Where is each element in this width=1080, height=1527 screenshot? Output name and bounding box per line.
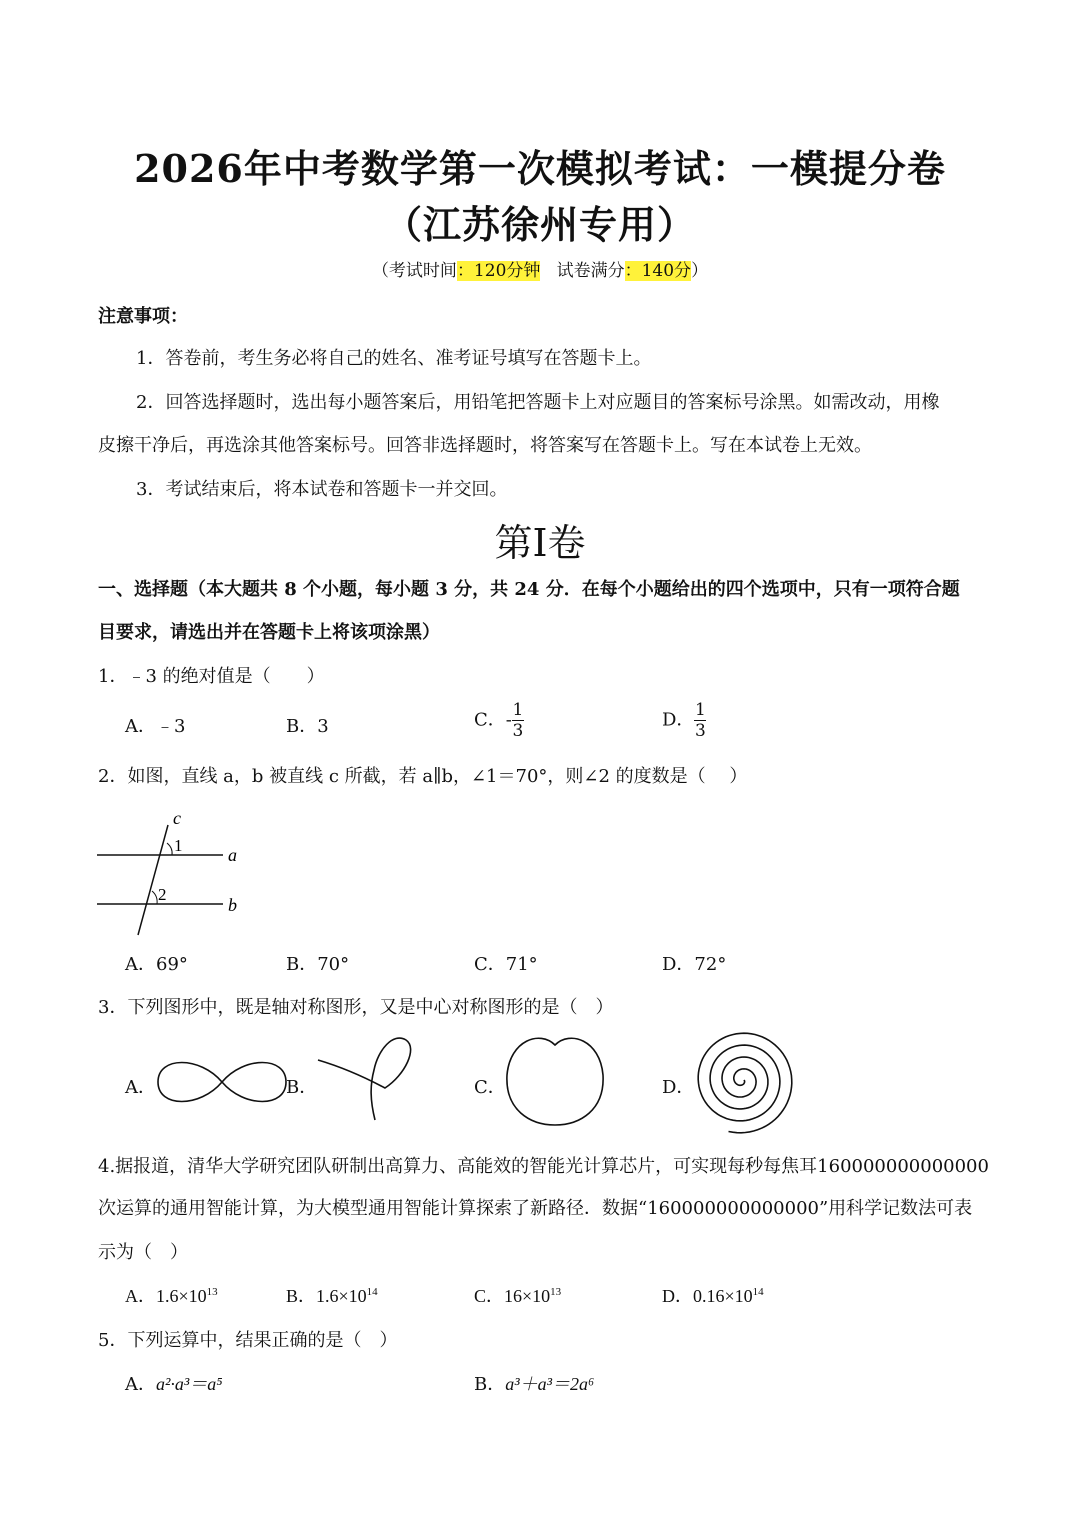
note-item-2-line2: 皮擦干净后，再选涂其他答案标号。回答非选择题时，将答案写在答题卡上。写在本试卷上无效。 — [98, 435, 872, 456]
fraction-numerator: 1 — [695, 700, 706, 720]
q1-option-c-label: C．- — [474, 709, 512, 731]
q2-option-b: B．70° — [286, 954, 350, 975]
q4-option-c-base: C．16×10 — [474, 1286, 551, 1306]
q5-option-a — [125, 1370, 223, 1396]
q4-option-a-exp: 13 — [206, 1286, 218, 1298]
fraction-denominator: 3 — [512, 721, 524, 741]
label-angle-1: 1 — [174, 836, 183, 855]
figure-lemniscate — [158, 1063, 286, 1102]
time-value: ：120分钟 — [456, 261, 541, 281]
q4-option-b-base: B．1.6×10 — [286, 1286, 367, 1306]
section-title: 第I卷 — [494, 521, 586, 565]
q5-option-b — [474, 1370, 594, 1396]
part1-heading-line1: 一、选择题（本大题共 8 个小题，每小题 3 分，共 24 分．在每个小题给出的四个选项中，只有一项符合题 — [98, 579, 960, 600]
q5-option-a-label: A． — [125, 1374, 156, 1395]
part1-heading-line2: 目要求，请选出并在答题卡上将该项涂黑） — [98, 622, 440, 643]
q4-option-c — [474, 1282, 561, 1308]
q5-option-a-expr: a²·a³＝a⁵ — [156, 1374, 223, 1394]
score-label: 试卷满分 — [556, 261, 625, 281]
score-value: ：140分 — [624, 261, 692, 281]
label-angle-2: 2 — [158, 885, 167, 904]
label-a: a — [228, 845, 237, 865]
figure-cardioid — [507, 1038, 603, 1125]
q1-option-d-label: D． — [662, 709, 695, 731]
q5-option-b-label: B． — [474, 1374, 506, 1395]
q1-stem: 1．﹣3 的绝对值是（ ） — [98, 666, 325, 687]
exam-info-close: ） — [691, 261, 709, 281]
fraction-numerator: 1 — [512, 700, 524, 720]
q4-option-a — [125, 1282, 218, 1308]
q4-option-c-exp: 13 — [550, 1286, 562, 1298]
q2-option-d: D．72° — [662, 954, 727, 975]
notes-heading: 注意事项： — [98, 306, 188, 327]
time-label: （考试时间 — [371, 261, 457, 281]
q4-option-d — [662, 1282, 764, 1308]
q4-line3: 示为（ ） — [98, 1242, 188, 1263]
q4-option-d-base: D．0.16×10 — [662, 1286, 753, 1306]
q3-stem: 3．下列图形中，既是轴对称图形，又是中心对称图形的是（ ） — [98, 997, 614, 1018]
page-title: 2026年中考数学第一次模拟考试：一模提分卷 — [134, 146, 946, 191]
q1-option-b: B．3 — [286, 716, 329, 737]
q5-stem: 5．下列运算中，结果正确的是（ ） — [98, 1330, 398, 1351]
q5-option-b-expr: a³＋a³＝2a⁶ — [505, 1374, 595, 1394]
figure-spiral — [698, 1033, 792, 1133]
q2-option-a: A．69° — [125, 954, 188, 975]
note-item-1: 1．答卷前，考生务必将自己的姓名、准考证号填写在答题卡上。 — [136, 348, 652, 369]
q2-option-c: C．71° — [474, 954, 538, 975]
q2-stem: 2．如图，直线 a，b 被直线 c 所截，若 a∥b，∠1＝70°，则∠2 的度数是（ ） — [98, 766, 748, 787]
q4-line2: 次运算的通用智能计算，为大模型通用智能计算探索了新路径．数据“160000000000000”用科学记数法可表 — [98, 1198, 973, 1219]
note-item-2-line1: 2．回答选择题时，选出每小题答案后，用铅笔把答题卡上对应题目的答案标号涂黑。如需改动，用橡 — [136, 392, 940, 413]
q3-option-b: B． — [286, 1077, 318, 1098]
q3-option-a: A． — [125, 1077, 156, 1098]
q4-option-b — [286, 1282, 378, 1308]
q4-option-d-exp: 14 — [752, 1286, 764, 1298]
label-c: c — [173, 808, 181, 828]
note-item-3: 3．考试结束后，将本试卷和答题卡一并交回。 — [136, 479, 508, 500]
label-b: b — [228, 895, 237, 915]
q3-option-c: C． — [474, 1077, 506, 1098]
page-subtitle: （江苏徐州专用） — [383, 202, 696, 247]
q4-line1: 4.据报道，清华大学研究团队研制出高算力、高能效的智能光计算芯片，可实现每秒每焦耳160000000000000 — [98, 1156, 989, 1177]
q1-option-a: A．﹣3 — [125, 716, 186, 737]
q3-option-d: D． — [662, 1077, 695, 1098]
q4-option-b-exp: 14 — [366, 1286, 378, 1298]
fraction-denominator: 3 — [695, 721, 706, 741]
figure-loop-curve — [318, 1038, 411, 1120]
q4-option-a-base: A．1.6×10 — [125, 1286, 207, 1306]
